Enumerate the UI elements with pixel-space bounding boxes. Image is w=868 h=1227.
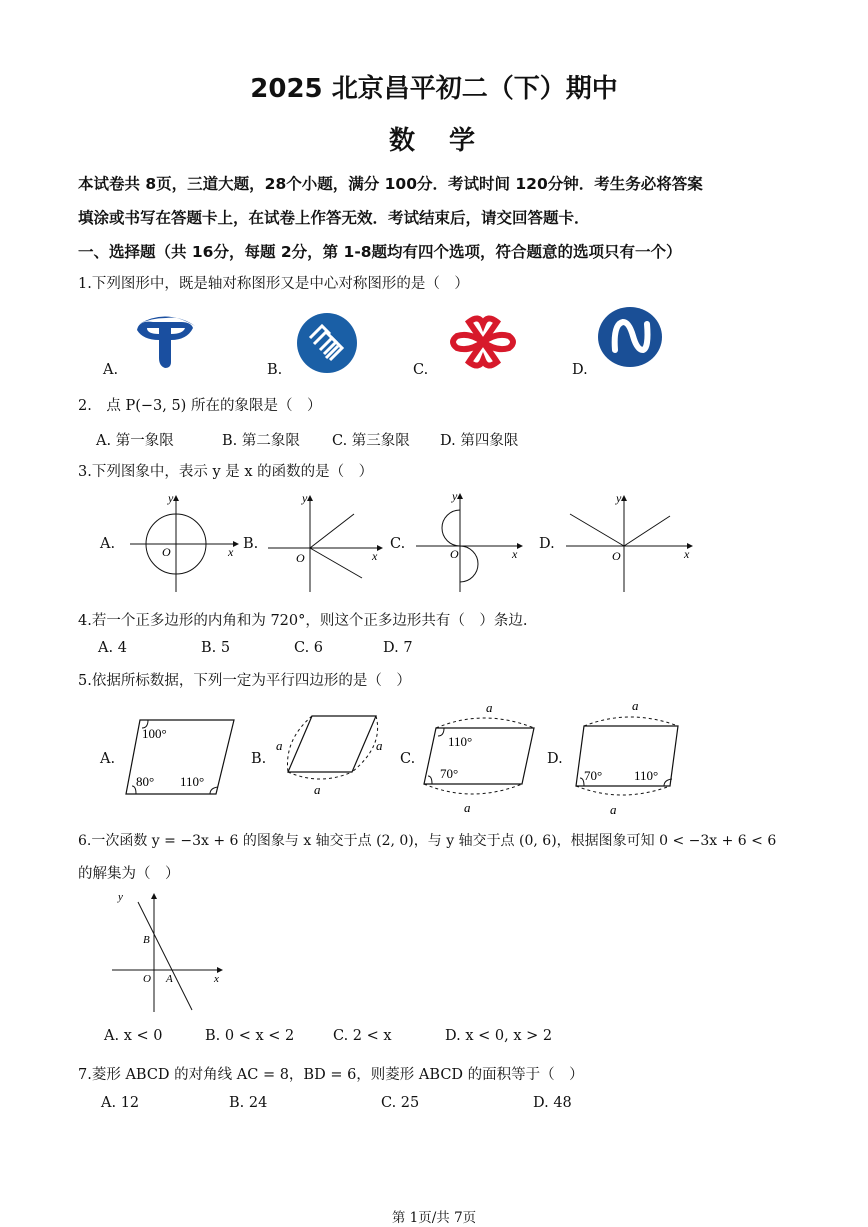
q5a-angle-110: 110° [180, 774, 205, 789]
q4-option-b: B. 5 [201, 640, 231, 656]
q3b-x-label: x [372, 549, 378, 563]
q4-option-d: D. 7 [383, 640, 413, 656]
q1-option-c: C. [413, 362, 429, 378]
q2-option-c: C. 第三象限 [332, 433, 410, 449]
q3-graph-c [412, 488, 526, 594]
q5-option-d: D. [547, 751, 563, 767]
instructions-line1: 本试卷共 8页，三道大题，28个小题，满分 100分．考试时间 120分钟．考生务必将答案 [78, 175, 703, 193]
q5-figure-c [420, 696, 544, 816]
q5c-side-a-top: a [486, 700, 493, 715]
q6-option-b: B. 0 < x < 2 [205, 1028, 295, 1044]
q3b-y-label: y [302, 491, 308, 505]
q5c-side-a-bottom: a [464, 800, 471, 815]
q2-option-d: D. 第四象限 [440, 433, 519, 449]
q5c-angle-70: 70° [440, 766, 459, 781]
mobile-logo-icon [296, 312, 358, 374]
subject-title: 数 学 [388, 126, 479, 156]
q4-option-c: C. 6 [294, 640, 324, 656]
q7-option-b: B. 24 [229, 1095, 268, 1111]
q3-option-a: A. [100, 536, 116, 552]
q5-figure-b [272, 710, 392, 800]
q7-option-d: D. 48 [533, 1095, 572, 1111]
q6-stem-line2: 的解集为（ ） [78, 866, 180, 882]
q5a-angle-100: 100° [142, 726, 167, 741]
q5-stem: 5.依据所标数据，下列一定为平行四边形的是（ ） [78, 673, 411, 689]
q6-origin-label: O [143, 973, 151, 985]
q5-option-a: A. [100, 751, 116, 767]
q3-option-b: B. [243, 536, 259, 552]
q3-option-d: D. [539, 536, 555, 552]
q1-option-a: A. [103, 362, 119, 378]
exam-title: 2025 北京昌平初二（下）期中 [250, 74, 618, 104]
q3d-x-label: x [684, 547, 690, 561]
q5-figure-a [122, 714, 240, 800]
q7-option-a: A. 12 [101, 1095, 140, 1111]
q4-option-a: A. 4 [98, 640, 127, 656]
q2-option-b: B. 第二象限 [222, 433, 300, 449]
q6-x-label: x [214, 973, 219, 985]
q3b-origin-label: O [296, 551, 305, 565]
q5d-side-a-top: a [632, 698, 639, 713]
q5c-angle-110: 110° [448, 734, 473, 749]
q3c-x-label: x [512, 547, 518, 561]
q5b-side-a-bottom: a [314, 782, 321, 797]
q5a-angle-80: 80° [136, 774, 155, 789]
q3-stem: 3.下列图象中，表示 y 是 x 的函数的是（ ） [78, 464, 374, 480]
q5-option-c: C. [400, 751, 416, 767]
instructions-line2: 填涂或书写在答题卡上，在试卷上作答无效．考试结束后，请交回答题卡． [78, 209, 590, 227]
q5-option-b: B. [251, 751, 267, 767]
q5d-angle-110: 110° [634, 768, 659, 783]
q3d-y-label: y [616, 491, 622, 505]
q5d-angle-70: 70° [584, 768, 603, 783]
q3a-x-label: x [228, 545, 234, 559]
q7-stem: 7.菱形 ABCD 的对角线 AC = 8，BD = 6，则菱形 ABCD 的面积等于（ ） [78, 1067, 584, 1083]
page-number: 第 1页/共 7页 [391, 1210, 477, 1226]
q6-point-a-label: A [166, 973, 173, 985]
q5d-side-a-bottom: a [610, 802, 617, 816]
q3d-origin-label: O [612, 549, 621, 563]
q5-figure-d [570, 696, 694, 816]
q1-option-d: D. [572, 362, 588, 378]
q3-graph-d [562, 490, 696, 594]
q6-graph [110, 888, 228, 1016]
q6-stem-line1: 6.一次函数 y = −3x + 6 的图象与 x 轴交于点 (2, 0)，与 y 轴交于点 (0, 6)，根据图象可知 0 < −3x + 6 < 6 [78, 833, 777, 849]
q2-stem: 2. 点 P(−3, 5) 所在的象限是（ ） [78, 398, 322, 414]
q4-stem: 4.若一个正多边形的内角和为 720°，则这个正多边形共有（ ）条边. [78, 613, 528, 629]
unicom-logo-icon [445, 312, 521, 372]
q6-y-label: y [118, 891, 123, 903]
q6-point-b-label: B [143, 934, 150, 946]
q3a-origin-label: O [162, 545, 171, 559]
q3a-y-label: y [168, 491, 174, 505]
q3-graph-b [262, 490, 386, 594]
q1-option-b: B. [267, 362, 283, 378]
q6-option-d: D. x < 0, x > 2 [445, 1028, 553, 1044]
q5b-side-a-left: a [276, 738, 283, 753]
q3-graph-a [120, 490, 242, 594]
q5b-side-a-right: a [376, 738, 383, 753]
q3c-y-label: y [452, 489, 458, 503]
ring-n-logo-icon [597, 306, 663, 368]
telecom-logo-icon [133, 310, 199, 370]
q6-option-a: A. x < 0 [104, 1028, 163, 1044]
q3c-origin-label: O [450, 547, 459, 561]
section1-heading: 一、选择题（共 16分，每题 2分，第 1-8题均有四个选项，符合题意的选项只有一个） [78, 243, 682, 261]
q3-option-c: C. [390, 536, 406, 552]
q2-option-a: A. 第一象限 [96, 433, 174, 449]
q7-option-c: C. 25 [381, 1095, 420, 1111]
q6-option-c: C. 2 < x [333, 1028, 392, 1044]
q1-stem: 1.下列图形中，既是轴对称图形又是中心对称图形的是（ ） [78, 276, 469, 292]
